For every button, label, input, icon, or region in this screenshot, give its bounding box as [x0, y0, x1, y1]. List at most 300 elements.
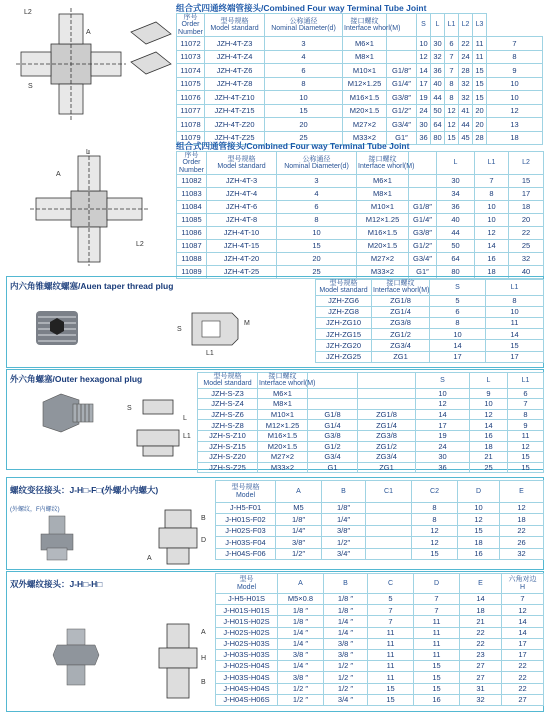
- table-row: [216, 514, 544, 525]
- column-header: L: [431, 14, 445, 37]
- section-taper-plug: [6, 276, 544, 368]
- table-row: [216, 525, 544, 536]
- table-row: [316, 318, 544, 329]
- table-cell: 3/8 ″: [324, 638, 368, 649]
- table-cell: 11088: [177, 253, 207, 266]
- column-header: E: [500, 481, 544, 503]
- table-cell: 16: [470, 431, 508, 442]
- column-header: 型号规格 Model standard: [205, 14, 265, 37]
- table-row: [177, 214, 544, 227]
- table-cell: 12: [508, 441, 544, 452]
- table-cell: 10: [487, 91, 543, 105]
- table-cell: 11: [473, 50, 487, 64]
- table-cell: G1/2: [308, 441, 358, 452]
- table-cell: J-H01S-H02S: [216, 616, 278, 627]
- table-cell: 15: [473, 64, 487, 78]
- table-cell: 10: [470, 399, 508, 410]
- table-cell: 11: [414, 616, 460, 627]
- table-cell: 12: [412, 525, 458, 536]
- table-cell: 1/4 ″: [324, 616, 368, 627]
- table-cell: 11089: [177, 266, 207, 279]
- svg-text:L: L: [183, 415, 187, 422]
- column-header: 型号规格 Model standard: [207, 152, 277, 175]
- table-cell: G1/4: [308, 420, 358, 431]
- table-cell: 15: [508, 452, 544, 463]
- table-cell: 8: [412, 503, 458, 514]
- section-four-way-tube: [6, 136, 544, 277]
- table-cell: M12×1.25: [343, 77, 387, 91]
- table-row: [177, 91, 543, 105]
- table-cell: JZH-ZG6: [316, 295, 372, 306]
- table-cell: 3/8″: [322, 525, 366, 536]
- table-cell: 34: [437, 188, 475, 201]
- table-cell: 20: [473, 118, 487, 132]
- table-cell: 6: [445, 37, 459, 51]
- table-cell: 10: [458, 503, 500, 514]
- table-cell: ZG3/4: [358, 452, 416, 463]
- table-row: [198, 420, 544, 431]
- table-cell: 22: [460, 638, 502, 649]
- table-cell: G1″: [387, 131, 417, 145]
- table-cell: G3/4″: [387, 118, 417, 132]
- table-cell: JZH-4T-Z8: [205, 77, 265, 91]
- table-row: [177, 227, 544, 240]
- table-cell: 12: [470, 409, 508, 420]
- table-cell: 3/8 ″: [278, 649, 324, 660]
- table-cell: JZH-S-Z10: [198, 431, 258, 442]
- table-cell: 11: [414, 627, 460, 638]
- table-cell: 15: [414, 661, 460, 672]
- table-cell: 41: [459, 104, 473, 118]
- table-cell: 28: [459, 64, 473, 78]
- table-header-row: [177, 14, 543, 37]
- table-cell: G1/8″: [387, 64, 417, 78]
- table-cell: 15: [265, 104, 343, 118]
- table-cell: 18: [458, 537, 500, 548]
- table-cell: 7: [368, 616, 414, 627]
- table-cell: 20: [277, 253, 357, 266]
- section-title: 螺纹变径接头：J-H□-F□(外螺小内螺大): [10, 485, 159, 495]
- column-header: S: [416, 373, 470, 389]
- table-cell: 1/2 ″: [278, 683, 324, 694]
- svg-text:L2: L2: [136, 241, 144, 248]
- table-row: [177, 240, 544, 253]
- table-cell: 12: [487, 104, 543, 118]
- table-cell: ZG1/2: [372, 329, 430, 340]
- table-cell: 9: [487, 64, 543, 78]
- double-male-photo: [45, 627, 107, 689]
- table-cell: 7: [445, 64, 459, 78]
- table-cell: 12: [502, 605, 544, 616]
- table-cell: JZH-S-Z25: [198, 462, 258, 473]
- table-row: [198, 399, 544, 410]
- column-header: 序号 Order Number: [178, 14, 203, 36]
- table-cell: 7: [414, 605, 460, 616]
- table-row: [198, 462, 544, 473]
- table-cell: JZH-S-Z8: [198, 420, 258, 431]
- table-cell: [387, 37, 417, 51]
- table-cell: 14: [502, 616, 544, 627]
- section-title: 双外螺纹接头：J-H□-H□: [10, 579, 103, 589]
- table-cell: 1/4 ″: [324, 627, 368, 638]
- section-title: 组合式四通管接头/Combined Four way Terminal Tube Joint: [176, 141, 410, 151]
- table-cell: 17: [502, 638, 544, 649]
- table-cell: 15: [473, 77, 487, 91]
- table-cell: 5: [368, 594, 414, 605]
- table-cell: 3/8 ″: [278, 672, 324, 683]
- spec-table: [176, 151, 544, 279]
- reducer-photo: [29, 514, 79, 564]
- column-header: 接口螺纹 Interface whorl(M): [373, 280, 430, 295]
- svg-text:S: S: [127, 405, 132, 412]
- table-cell: 3: [265, 37, 343, 51]
- table-cell: 14: [417, 64, 431, 78]
- table-cell: [366, 503, 412, 514]
- column-header: L1: [475, 152, 509, 175]
- taper-plug-drawing: [172, 303, 262, 358]
- column-header: 六角对边 H: [502, 574, 544, 594]
- table-cell: M20×1.5: [258, 441, 308, 452]
- table-cell: J-H01S-H01S: [216, 605, 278, 616]
- table-cell: 50: [437, 240, 475, 253]
- table-cell: ZG1/4: [372, 306, 430, 317]
- table-row: [198, 409, 544, 420]
- table-cell: 15: [368, 683, 414, 694]
- table-cell: 15: [368, 694, 414, 705]
- table-cell: 32: [459, 77, 473, 91]
- table-cell: J-H03S-F04: [216, 537, 276, 548]
- table-cell: 13: [487, 118, 543, 132]
- table-cell: 17: [486, 351, 544, 362]
- table-cell: 16: [475, 253, 509, 266]
- table-cell: 25: [277, 266, 357, 279]
- table-cell: 8: [486, 295, 544, 306]
- column-header: 接口螺纹 Interface whorl(M): [259, 373, 316, 388]
- table-cell: 30: [437, 175, 475, 188]
- table-cell: [409, 188, 437, 201]
- table-cell: 10: [277, 227, 357, 240]
- table-row: [216, 638, 544, 649]
- table-cell: 7: [487, 37, 543, 51]
- section-double-male: [6, 571, 544, 712]
- table-cell: 10: [487, 77, 543, 91]
- table-cell: 18: [475, 266, 509, 279]
- column-header: C: [368, 574, 414, 594]
- table-cell: 14: [430, 340, 486, 351]
- table-cell: 11083: [177, 188, 207, 201]
- table-cell: 27: [460, 672, 502, 683]
- table-row: [216, 616, 544, 627]
- table-cell: M16×1.5: [258, 431, 308, 442]
- table-cell: 10: [475, 201, 509, 214]
- table-cell: 12: [500, 503, 544, 514]
- table-row: [316, 295, 544, 306]
- table-row: [198, 452, 544, 463]
- table-cell: 11: [368, 672, 414, 683]
- table-cell: J-H02S-H03S: [216, 638, 278, 649]
- table-cell: 23: [460, 649, 502, 660]
- table-cell: 1/8 ″: [278, 605, 324, 616]
- table-cell: 15: [509, 175, 544, 188]
- column-header: D: [458, 481, 500, 503]
- table-cell: M12×1.25: [258, 420, 308, 431]
- svg-text:L: L: [86, 149, 90, 156]
- table-cell: G1/8: [308, 409, 358, 420]
- table-header-row: [316, 280, 544, 296]
- table-cell: 9: [470, 388, 508, 399]
- table-cell: JZH-4T-8: [207, 214, 277, 227]
- table-cell: 11: [486, 318, 544, 329]
- table-cell: G3/8″: [387, 91, 417, 105]
- table-cell: 11: [368, 649, 414, 660]
- column-header: C1: [366, 481, 412, 503]
- four-way-tube-drawing: [26, 146, 156, 266]
- column-header: L3: [473, 14, 487, 37]
- table-cell: 11: [508, 431, 544, 442]
- table-cell: M27×2: [343, 118, 387, 132]
- table-cell: 18: [470, 441, 508, 452]
- table-cell: 1/8″: [276, 514, 322, 525]
- table-cell: 1/4 ″: [278, 638, 324, 649]
- table-cell: 31: [460, 683, 502, 694]
- column-header: L2: [509, 152, 544, 175]
- table-cell: M6×1: [357, 175, 409, 188]
- table-cell: [308, 388, 358, 399]
- table-cell: 12: [445, 118, 459, 132]
- table-cell: 5: [430, 295, 486, 306]
- table-cell: 18: [460, 605, 502, 616]
- table-cell: G1: [308, 462, 358, 473]
- table-cell: JZH-4T-3: [207, 175, 277, 188]
- table-cell: 32: [509, 253, 544, 266]
- column-header: [308, 373, 358, 389]
- table-cell: M33×2: [258, 462, 308, 473]
- table-row: [177, 104, 543, 118]
- table-cell: JZH-4T-Z15: [205, 104, 265, 118]
- table-cell: 44: [459, 118, 473, 132]
- svg-text:S: S: [28, 83, 33, 90]
- table-cell: 36: [431, 64, 445, 78]
- table-row: [216, 694, 544, 705]
- table-row: [216, 537, 544, 548]
- table-row: [216, 548, 544, 559]
- table-cell: 12: [417, 50, 431, 64]
- table-row: [216, 683, 544, 694]
- table-cell: 9: [508, 420, 544, 431]
- table-cell: 32: [431, 50, 445, 64]
- table-cell: 21: [470, 452, 508, 463]
- table-cell: JZH-4T-6: [207, 201, 277, 214]
- table-cell: 32: [459, 91, 473, 105]
- table-cell: 3: [277, 175, 357, 188]
- table-row: [316, 340, 544, 351]
- table-cell: 11086: [177, 227, 207, 240]
- table-cell: 11075: [177, 77, 205, 91]
- table-cell: JZH-4T-Z25: [205, 131, 265, 145]
- table-cell: 25: [470, 462, 508, 473]
- column-header: 序号 Order Number: [177, 152, 207, 175]
- table-header-row: [216, 574, 544, 594]
- svg-text:A: A: [56, 171, 61, 178]
- spec-table: [215, 573, 544, 706]
- table-cell: 19: [417, 91, 431, 105]
- svg-text:A: A: [86, 29, 91, 36]
- table-row: [177, 188, 544, 201]
- table-cell: 36: [437, 201, 475, 214]
- table-cell: 8: [445, 77, 459, 91]
- table-cell: 18: [509, 201, 544, 214]
- table-cell: 30: [417, 118, 431, 132]
- table-cell: 22: [459, 37, 473, 51]
- table-cell: 3/8″: [276, 537, 322, 548]
- table-cell: 12: [416, 399, 470, 410]
- table-cell: 36: [417, 131, 431, 145]
- table-cell: ZG1/8: [372, 295, 430, 306]
- table-row: [216, 672, 544, 683]
- table-cell: M6×1: [343, 37, 387, 51]
- table-cell: J-H02S-F03: [216, 525, 276, 536]
- table-cell: 8: [277, 214, 357, 227]
- table-cell: M5×0.8: [278, 594, 324, 605]
- table-cell: JZH-S-Z15: [198, 441, 258, 452]
- table-cell: ZG1/8: [358, 409, 416, 420]
- table-cell: 11: [368, 627, 414, 638]
- table-cell: 24: [416, 441, 470, 452]
- svg-text:L1: L1: [183, 433, 191, 440]
- table-cell: [366, 537, 412, 548]
- table-cell: G1/8″: [409, 201, 437, 214]
- table-cell: ZG3/8: [372, 318, 430, 329]
- table-cell: M27×2: [357, 253, 409, 266]
- four-way-terminal-drawing: [6, 4, 178, 136]
- table-cell: 8: [475, 188, 509, 201]
- table-cell: 24: [459, 50, 473, 64]
- table-cell: 19: [416, 431, 470, 442]
- table-cell: 80: [431, 131, 445, 145]
- table-cell: 11: [368, 638, 414, 649]
- table-cell: 22: [500, 525, 544, 536]
- table-cell: 7: [445, 50, 459, 64]
- table-cell: J-H04S-H04S: [216, 683, 278, 694]
- table-cell: J-H02S-H04S: [216, 661, 278, 672]
- table-cell: 27: [460, 661, 502, 672]
- table-cell: M33×2: [343, 131, 387, 145]
- table-cell: 6: [265, 64, 343, 78]
- table-cell: 11074: [177, 64, 205, 78]
- table-cell: 11078: [177, 118, 205, 132]
- table-cell: JZH-4T-20: [207, 253, 277, 266]
- table-cell: M10×1: [357, 201, 409, 214]
- table-cell: J-H02S-H02S: [216, 627, 278, 638]
- column-header: D: [414, 574, 460, 594]
- svg-text:L2: L2: [24, 9, 32, 16]
- table-cell: [387, 50, 417, 64]
- table-cell: 1/8 ″: [324, 594, 368, 605]
- section-title: 外六角螺塞/Outer hexagonal plug: [10, 374, 143, 384]
- table-cell: [409, 175, 437, 188]
- table-cell: 11077: [177, 104, 205, 118]
- table-cell: 11: [414, 649, 460, 660]
- table-cell: 18: [500, 514, 544, 525]
- table-header-row: [216, 481, 544, 503]
- table-cell: [366, 548, 412, 559]
- table-cell: 14: [470, 420, 508, 431]
- table-row: [316, 329, 544, 340]
- table-cell: J-H04S-F06: [216, 548, 276, 559]
- section-title: 组合式四通终端管接头/Combined Four way Terminal Tube Joint: [176, 3, 427, 13]
- table-cell: JZH-ZG10: [316, 318, 372, 329]
- table-cell: JZH-4T-Z20: [205, 118, 265, 132]
- table-row: [216, 649, 544, 660]
- table-cell: 1/8 ″: [324, 605, 368, 616]
- table-cell: 1/2 ″: [324, 683, 368, 694]
- table-cell: M20×1.5: [343, 104, 387, 118]
- table-cell: 1/4″: [276, 525, 322, 536]
- table-cell: 1/4 ″: [278, 627, 324, 638]
- column-header: 型号 Model: [216, 574, 278, 594]
- column-header: 接口螺纹 Interface whorl(M): [343, 14, 387, 37]
- table-cell: 11073: [177, 50, 205, 64]
- table-cell: JZH-4T-4: [207, 188, 277, 201]
- svg-text:B: B: [201, 679, 206, 686]
- taper-plug-photo: [33, 305, 81, 351]
- table-cell: 1/4″: [322, 514, 366, 525]
- column-header: B: [324, 574, 368, 594]
- section-title: 内六角锥螺纹螺塞/Auen taper thread plug: [10, 281, 174, 291]
- table-cell: 15: [486, 340, 544, 351]
- table-cell: 6: [430, 306, 486, 317]
- table-cell: 32: [500, 548, 544, 559]
- svg-text:M: M: [244, 320, 250, 327]
- table-cell: 36: [416, 462, 470, 473]
- table-cell: [366, 525, 412, 536]
- table-cell: 11087: [177, 240, 207, 253]
- table-cell: 15: [458, 525, 500, 536]
- column-header: L1: [486, 280, 544, 296]
- hex-plug-photo: [35, 392, 97, 444]
- column-header: 型号规格 Model standard: [316, 280, 372, 296]
- table-cell: 4: [277, 188, 357, 201]
- table-row: [177, 253, 544, 266]
- table-cell: 15: [445, 131, 459, 145]
- table-cell: ZG1/4: [358, 420, 416, 431]
- spec-table: [197, 372, 544, 473]
- table-cell: 30: [431, 37, 445, 51]
- table-cell: 25: [265, 131, 343, 145]
- table-cell: 15: [414, 672, 460, 683]
- table-row: [177, 77, 543, 91]
- table-cell: JZH-ZG20: [316, 340, 372, 351]
- table-row: [216, 605, 544, 616]
- table-cell: M10×1: [343, 64, 387, 78]
- table-cell: 6: [277, 201, 357, 214]
- table-cell: [358, 388, 416, 399]
- table-cell: 30: [416, 452, 470, 463]
- table-cell: G3/8: [308, 431, 358, 442]
- section-note: (外螺纹，F内螺纹): [10, 507, 60, 513]
- column-header: L2: [459, 14, 473, 37]
- table-cell: 21: [460, 616, 502, 627]
- table-cell: 17: [509, 188, 544, 201]
- spec-table: [315, 279, 544, 363]
- table-cell: 12: [412, 537, 458, 548]
- table-cell: 4: [265, 50, 343, 64]
- column-header: 公称通径 Nominal Diameter(d): [277, 152, 357, 175]
- table-cell: 45: [459, 131, 473, 145]
- table-cell: J-H03S-H03S: [216, 649, 278, 660]
- table-cell: 11079: [177, 131, 205, 145]
- table-cell: 11072: [177, 37, 205, 51]
